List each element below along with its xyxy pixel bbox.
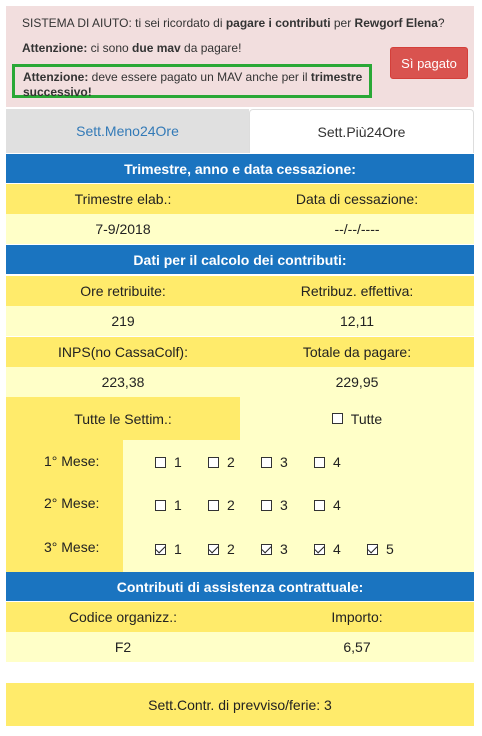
warning-text: da pagare! xyxy=(180,41,242,55)
help-text: per xyxy=(330,16,355,30)
checkbox-tutte[interactable] xyxy=(332,411,382,427)
checkbox-mese-1-week-3[interactable] xyxy=(261,454,288,470)
tab-sett-meno24ore[interactable]: Sett.Meno24Ore xyxy=(6,109,249,153)
footer-sett-contr-preavviso: Sett.Contr. di prevviso/ferie: 3 xyxy=(6,683,474,726)
checkbox-mese-2-week-2[interactable] xyxy=(208,497,235,513)
value-ore-retribuite: 219 xyxy=(111,313,135,329)
checkbox-box[interactable] xyxy=(261,500,272,511)
checkbox-mese-3-week-1[interactable] xyxy=(155,541,182,557)
checkbox-box[interactable] xyxy=(314,544,325,555)
label-mese-2: 2° Mese: xyxy=(44,495,100,511)
label-codice-organizzazione: Codice organizz.: xyxy=(68,609,178,625)
checkbox-label: 4 xyxy=(333,497,341,513)
value-data-cessazione: --/--/---- xyxy=(334,221,380,237)
checkbox-box[interactable] xyxy=(332,413,343,424)
section-header-trimestre: Trimestre, anno e data cessazione: xyxy=(6,154,474,183)
tab-bar xyxy=(6,109,474,153)
trimestre-values-row xyxy=(6,214,474,244)
label-ore-retribuite: Ore retribuite: xyxy=(80,283,166,299)
warning-next-quarter xyxy=(12,64,372,98)
calcolo-labels-row-2 xyxy=(6,337,474,367)
checkbox-mese-3-week-3[interactable] xyxy=(261,541,288,557)
checkbox-mese-1-week-4[interactable] xyxy=(314,454,341,470)
checkbox-label: 3 xyxy=(280,454,288,470)
checkbox-label: Tutte xyxy=(350,410,383,427)
checkbox-mese-3-week-2[interactable] xyxy=(208,541,235,557)
assistenza-values-row xyxy=(6,632,474,662)
label-importo: Importo: xyxy=(331,609,383,625)
checkbox-box[interactable] xyxy=(208,457,219,468)
help-text: ? xyxy=(437,16,445,30)
checkbox-mese-3-week-4[interactable] xyxy=(314,541,341,557)
tutte-container xyxy=(240,397,474,440)
checkbox-mese-2-week-3[interactable] xyxy=(261,497,288,513)
mesi-checkbox-column xyxy=(123,440,474,572)
checkbox-box[interactable] xyxy=(208,544,219,555)
value-importo: 6,57 xyxy=(343,639,371,655)
help-text-bold: pagare i contributi xyxy=(225,16,331,30)
help-message xyxy=(22,16,445,30)
checkbox-mese-2-week-4[interactable] xyxy=(314,497,341,513)
checkbox-box[interactable] xyxy=(155,500,166,511)
calcolo-values-row-1 xyxy=(6,306,474,336)
help-alert xyxy=(6,6,474,107)
section-header-dati-calcolo: Dati per il calcolo dei contributi: xyxy=(6,245,474,274)
checkbox-label: 1 xyxy=(174,497,182,513)
checkbox-box[interactable] xyxy=(314,457,325,468)
checkbox-box[interactable] xyxy=(261,457,272,468)
checkbox-box[interactable] xyxy=(155,544,166,555)
checkbox-box[interactable] xyxy=(155,457,166,468)
checkbox-mese-1-week-2[interactable] xyxy=(208,454,235,470)
warning-text: deve essere pagato un MAV anche per il xyxy=(88,70,311,84)
value-trimestre: 7-9/2018 xyxy=(95,221,151,237)
checkbox-mese-2-week-1[interactable] xyxy=(155,497,182,513)
value-totale-da-pagare: 229,95 xyxy=(335,374,379,390)
checkbox-label: 3 xyxy=(280,497,288,513)
checkbox-box[interactable] xyxy=(261,544,272,555)
checkbox-label: 4 xyxy=(333,454,341,470)
checkbox-box[interactable] xyxy=(314,500,325,511)
tab-sett-piu24ore[interactable]: Sett.Più24Ore xyxy=(249,109,474,153)
checkbox-label: 5 xyxy=(386,541,394,557)
warning-two-mav xyxy=(22,41,241,55)
paid-button[interactable]: Sì pagato xyxy=(390,47,468,79)
label-mese-1: 1° Mese: xyxy=(44,453,100,469)
warning-label: Attenzione: xyxy=(23,70,89,84)
warning-label: Attenzione: xyxy=(22,41,88,55)
label-trimestre: Trimestre elab.: xyxy=(74,191,172,207)
label-data-cessazione: Data di cessazione: xyxy=(295,191,419,207)
worker-name: Rewgorf Elena xyxy=(354,16,438,30)
checkbox-label: 2 xyxy=(227,454,235,470)
label-totale-da-pagare: Totale da pagare: xyxy=(302,344,412,360)
checkbox-label: 3 xyxy=(280,541,288,557)
mesi-label-column xyxy=(6,440,123,572)
trimestre-labels-row xyxy=(6,184,474,214)
value-codice-organizzazione: F2 xyxy=(114,639,132,655)
checkbox-label: 1 xyxy=(174,541,182,557)
checkbox-mese-1-week-1[interactable] xyxy=(155,454,182,470)
checkbox-label: 1 xyxy=(174,454,182,470)
label-mese-3: 3° Mese: xyxy=(44,539,100,555)
checkbox-box[interactable] xyxy=(208,500,219,511)
checkbox-label: 2 xyxy=(227,541,235,557)
section-header-assistenza: Contributi di assistenza contrattuale: xyxy=(6,572,474,601)
label-inps: INPS(no CassaColf): xyxy=(58,344,188,360)
warning-text-bold: trimestre successivo! xyxy=(23,70,363,99)
checkbox-box[interactable] xyxy=(367,544,378,555)
checkbox-label: 4 xyxy=(333,541,341,557)
value-retribuzione-effettiva: 12,11 xyxy=(340,313,374,329)
checkbox-label: 2 xyxy=(227,497,235,513)
checkbox-mese-3-week-5[interactable] xyxy=(367,541,394,557)
help-text: SISTEMA DI AIUTO: ti sei ricordato di xyxy=(22,16,226,30)
label-tutte-settimane: Tutte le Settim.: xyxy=(6,397,240,440)
assistenza-labels-row xyxy=(6,602,474,632)
label-retribuzione-effettiva: Retribuz. effettiva: xyxy=(300,283,414,299)
warning-text-bold: due mav xyxy=(132,41,181,55)
warning-text: ci sono xyxy=(87,41,133,55)
calcolo-values-row-2 xyxy=(6,367,474,397)
calcolo-labels-row-1 xyxy=(6,276,474,306)
value-inps: 223,38 xyxy=(101,374,145,390)
